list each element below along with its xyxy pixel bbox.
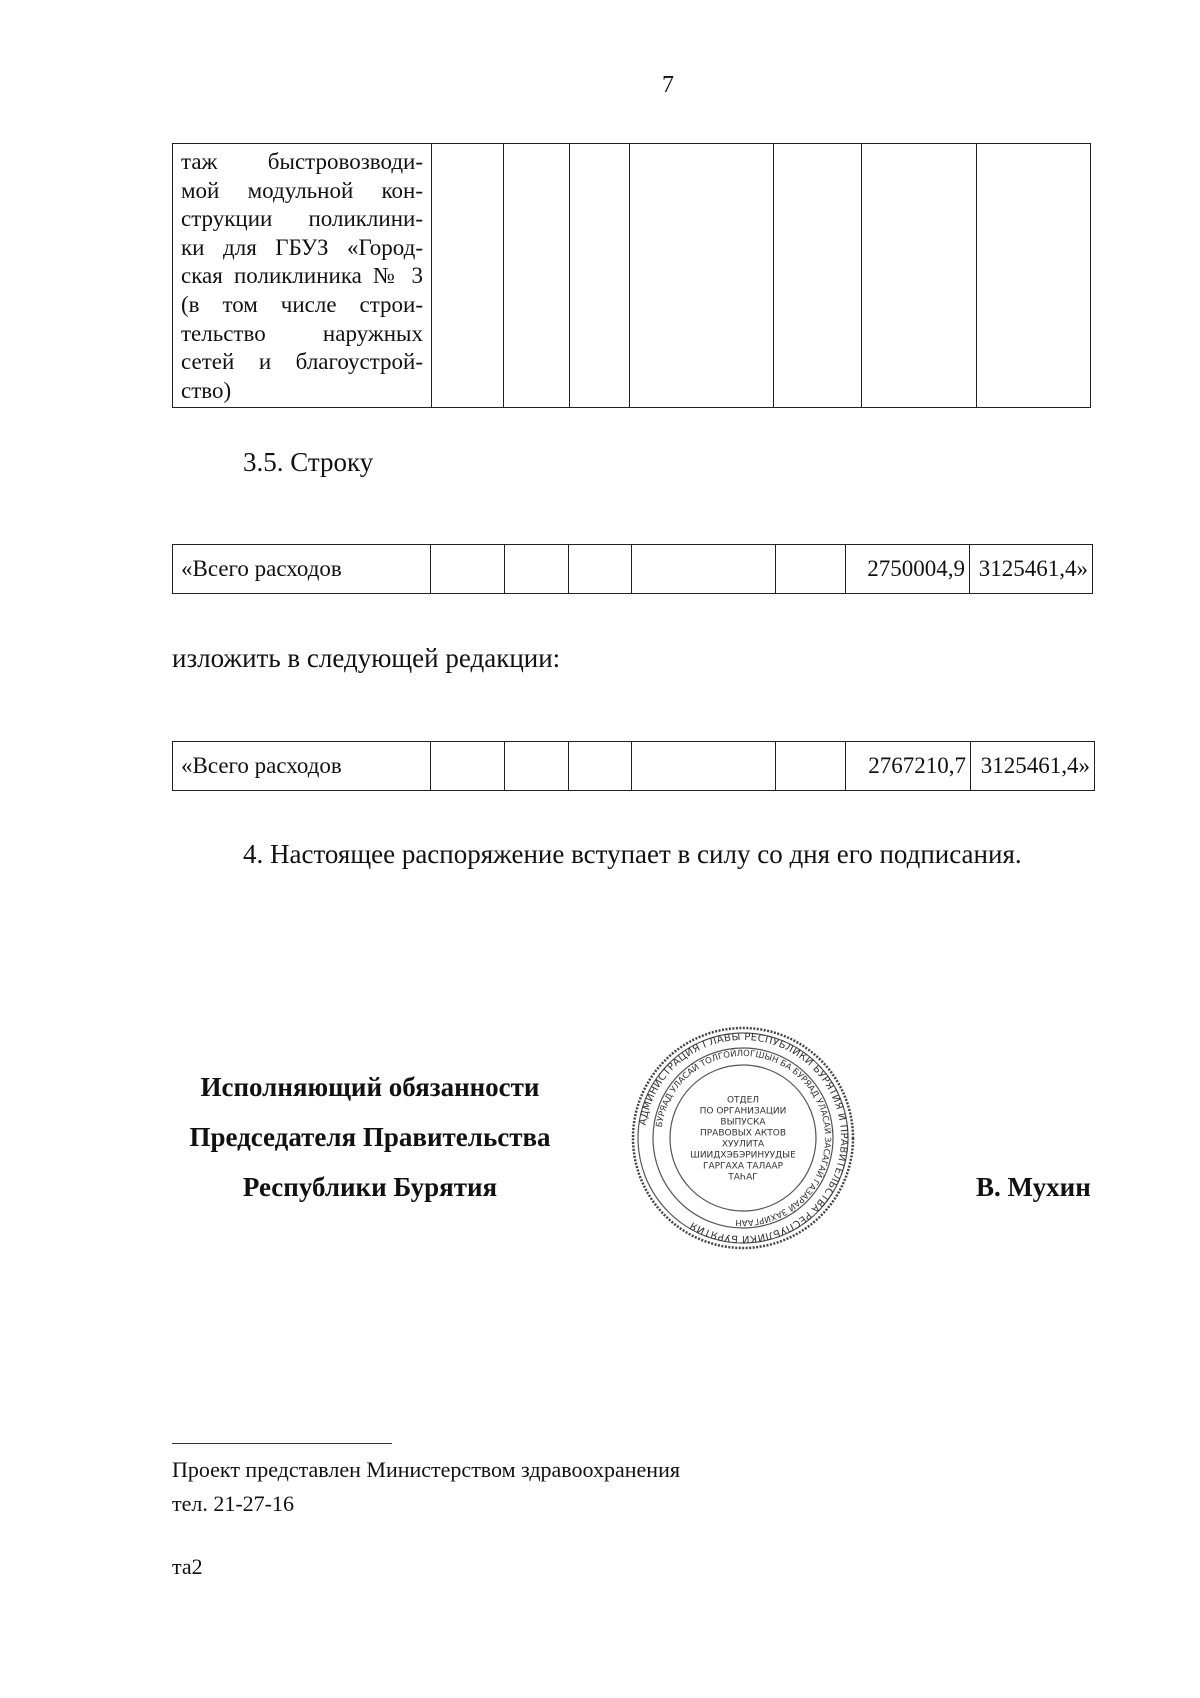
item-4-text: 4. Настоящее распоряжение вступает в силу со дня его подписания. xyxy=(243,839,1022,869)
object-description-cell xyxy=(173,144,432,408)
signatory-title-line-1: Исполняющий обязанности xyxy=(200,1072,540,1102)
svg-text:БУРЯАД УЛАСАЙ ТОЛГОЙЛОГШЫН БА: БУРЯАД УЛАСАЙ ТОЛГОЙЛОГШЫН БА БУРЯАД УЛАСАЙ ЗАСАГАЙ ГАЗАРАЙ ЗАХИРГААН xyxy=(654,1048,833,1228)
total-label: «Всего расходов xyxy=(173,545,431,594)
seal-center-line: ХУУЛИТА xyxy=(721,1139,765,1150)
seal-center-line: ШИИДХЭБЭРИНУУДЫЕ xyxy=(690,1150,796,1161)
empty-cell xyxy=(570,144,630,408)
transition-text: изложить в следующей редакции: xyxy=(172,643,561,673)
signatory-name: В. Мухин xyxy=(976,1172,1091,1202)
page-number: 7 xyxy=(662,72,674,98)
description-line: тельство наружных xyxy=(181,320,423,346)
signatory-title-line-2: Председателя Правительства xyxy=(189,1122,551,1152)
signatory-title-line-3: Республики Бурятия xyxy=(242,1172,498,1202)
seal-center-line: ОТДЕЛ xyxy=(726,1095,760,1106)
official-seal xyxy=(630,1025,856,1251)
footnote-line-2: тел. 21-27-16 xyxy=(172,1491,295,1516)
description-line: ство) xyxy=(181,377,232,403)
empty-cell xyxy=(569,742,632,791)
description-line: таж быстровозводи- xyxy=(181,149,423,174)
empty-cell xyxy=(505,545,569,594)
empty-cell xyxy=(431,742,505,791)
empty-cell xyxy=(632,545,776,594)
section-3-5-heading: 3.5. Строку xyxy=(243,447,374,477)
total-value-1: 2750004,9 xyxy=(846,545,970,594)
empty-cell xyxy=(776,742,846,791)
old-total-row-table xyxy=(172,544,1093,594)
seal-center-line: ПО ОРГАНИЗАЦИИ xyxy=(699,1106,787,1117)
continuation-table xyxy=(172,143,1091,408)
document-code: та2 xyxy=(172,1554,203,1579)
seal-center-line: ГАРГАХА ТАЛААР xyxy=(702,1161,784,1172)
new-total-row-table xyxy=(172,741,1095,791)
empty-cell xyxy=(774,144,862,408)
empty-cell xyxy=(431,545,505,594)
svg-text:АДМИНИСТРАЦИЯ ГЛАВЫ РЕСПУБЛИКИ: АДМИНИСТРАЦИЯ ГЛАВЫ РЕСПУБЛИКИ БУРЯТИЯ И ПРАВИТЕЛЬСТВА РЕСПУБЛИКИ БУРЯТИЯ xyxy=(637,1031,850,1245)
total-value-1: 2767210,7 xyxy=(846,742,971,791)
empty-cell xyxy=(632,742,776,791)
description-line: ская поликлиника № 3 xyxy=(181,263,423,289)
empty-cell xyxy=(432,144,504,408)
description-line: (в том числе строи- xyxy=(181,291,423,317)
empty-cell xyxy=(504,144,570,408)
total-label: «Всего расходов xyxy=(173,742,431,791)
empty-cell xyxy=(569,545,632,594)
description-line: сетей и благоустрой- xyxy=(181,349,423,375)
footnote-line-1: Проект представлен Министерством здравоохранения xyxy=(172,1457,680,1482)
empty-cell xyxy=(977,144,1091,408)
description-line: струкции поликлини- xyxy=(181,206,423,232)
total-value-2: 3125461,4» xyxy=(970,545,1093,594)
footnote-divider xyxy=(172,1443,392,1444)
seal-center-line: ТАҺАГ xyxy=(728,1172,758,1183)
empty-cell xyxy=(862,144,977,408)
seal-center-line: ПРАВОВЫХ АКТОВ xyxy=(699,1128,787,1139)
empty-cell xyxy=(630,144,774,408)
total-value-2: 3125461,4» xyxy=(971,742,1095,791)
empty-cell xyxy=(505,742,569,791)
empty-cell xyxy=(776,545,846,594)
description-line: ки для ГБУЗ «Город- xyxy=(181,234,423,260)
seal-center-line: ВЫПУСКА xyxy=(720,1117,766,1128)
description-line: мой модульной кон- xyxy=(181,177,423,203)
